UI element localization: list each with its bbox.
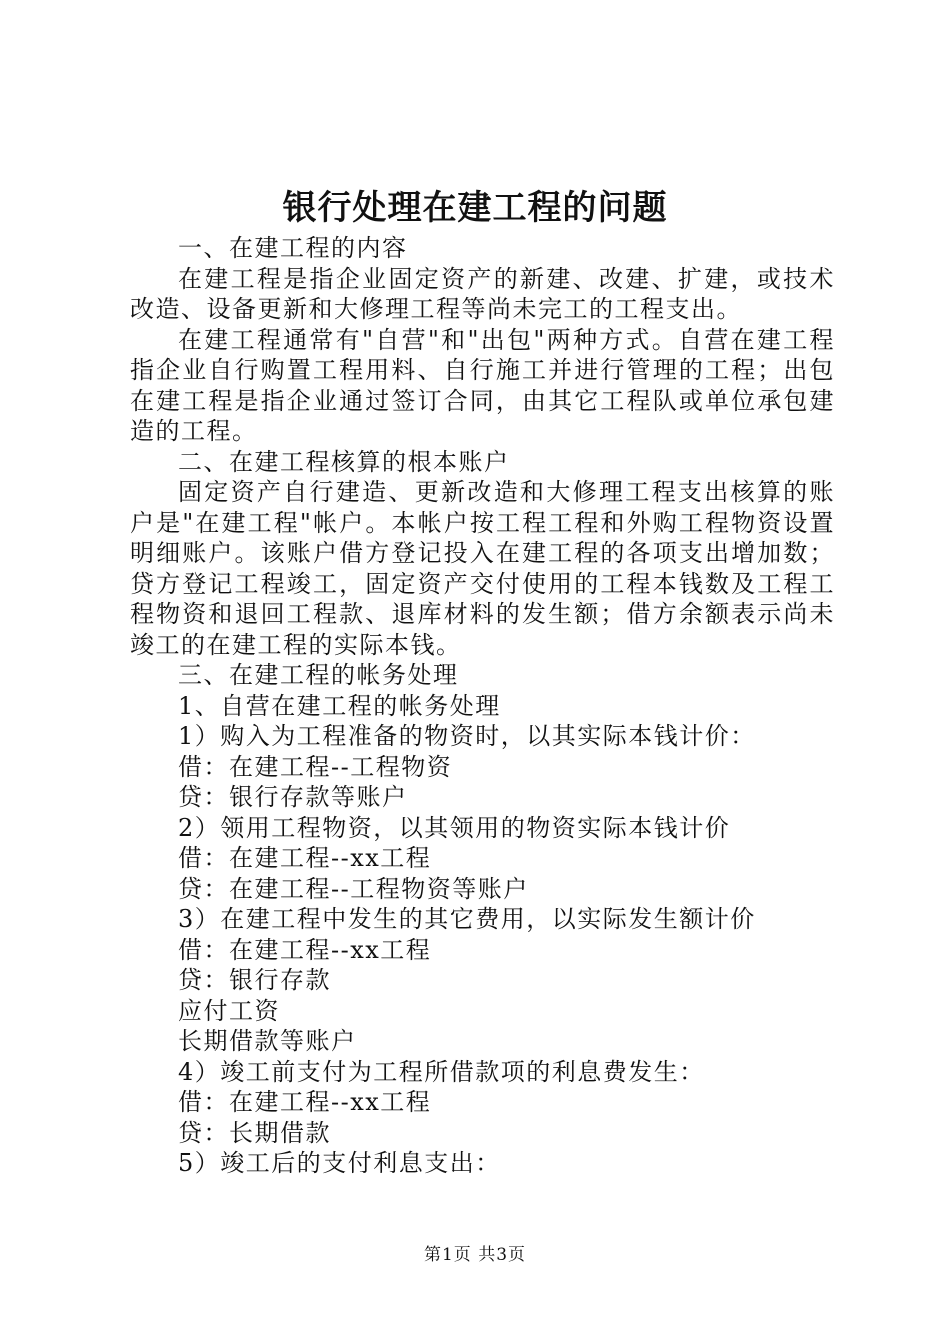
document-body	[130, 233, 835, 1179]
page-number-footer: 第1页 共3页	[423, 1245, 527, 1265]
section-heading: 三、在建工程的帐务处理	[178, 661, 459, 689]
subsection-heading: 1、自营在建工程的帐务处理	[178, 691, 501, 720]
body-paragraph: 在建工程通常有"自营"和"出包"两种方式。自营在建工程指企业自行购置工程用料、自行施工并进行管理的工程；出包在建工程是指企业通过签订合同，由其它工程队或单位承包建造的工程。	[130, 325, 835, 445]
step-line: 3）在建工程中发生的其它费用，以实际发生额计价	[178, 905, 756, 933]
section-heading: 一、在建工程的内容	[178, 234, 408, 262]
step-line: 1）购入为工程准备的物资时，以其实际本钱计价：	[178, 722, 756, 750]
journal-entry-line: 借：在建工程--xx工程	[178, 935, 432, 964]
journal-entry-line: 贷：在建工程--工程物资等账户	[178, 874, 529, 903]
journal-entry-line: 贷：长期借款	[178, 1118, 331, 1147]
journal-entry-line: 贷：银行存款等账户	[178, 783, 408, 811]
journal-entry-line: 长期借款等账户	[178, 1027, 357, 1055]
journal-entry-line: 借：在建工程--工程物资	[178, 752, 453, 781]
journal-entry-line: 贷：银行存款	[178, 966, 331, 994]
journal-entry-line: 借：在建工程--xx工程	[178, 1088, 432, 1116]
journal-entry-line: 借：在建工程--xx工程	[178, 844, 432, 872]
step-line: 2）领用工程物资，以其领用的物资实际本钱计价	[178, 813, 731, 842]
body-paragraph: 固定资产自行建造、更新改造和大修理工程支出核算的账户是"在建工程"帐户。本帐户按工程工程和外购工程物资设置明细账户。该账户借方登记投入在建工程的各项支出增加数；贷方登记工程竣工，固定资产交付使用的工程本钱数及工程工程物资和退回工程款、退库材料的发生额；借方余额表示尚未竣工的在建工程的实际本钱。	[130, 478, 835, 659]
section-heading: 二、在建工程核算的根本账户	[178, 447, 510, 476]
step-line: 5）竣工后的支付利息支出：	[178, 1149, 501, 1177]
journal-entry-line: 应付工资	[178, 996, 280, 1025]
step-line: 4）竣工前支付为工程所借款项的利息费发生：	[178, 1057, 705, 1086]
document-title: 银行处理在建工程的问题	[282, 188, 668, 228]
body-paragraph: 在建工程是指企业固定资产的新建、改建、扩建，或技术改造、设备更新和大修理工程等尚未完工的工程支出。	[130, 264, 835, 323]
